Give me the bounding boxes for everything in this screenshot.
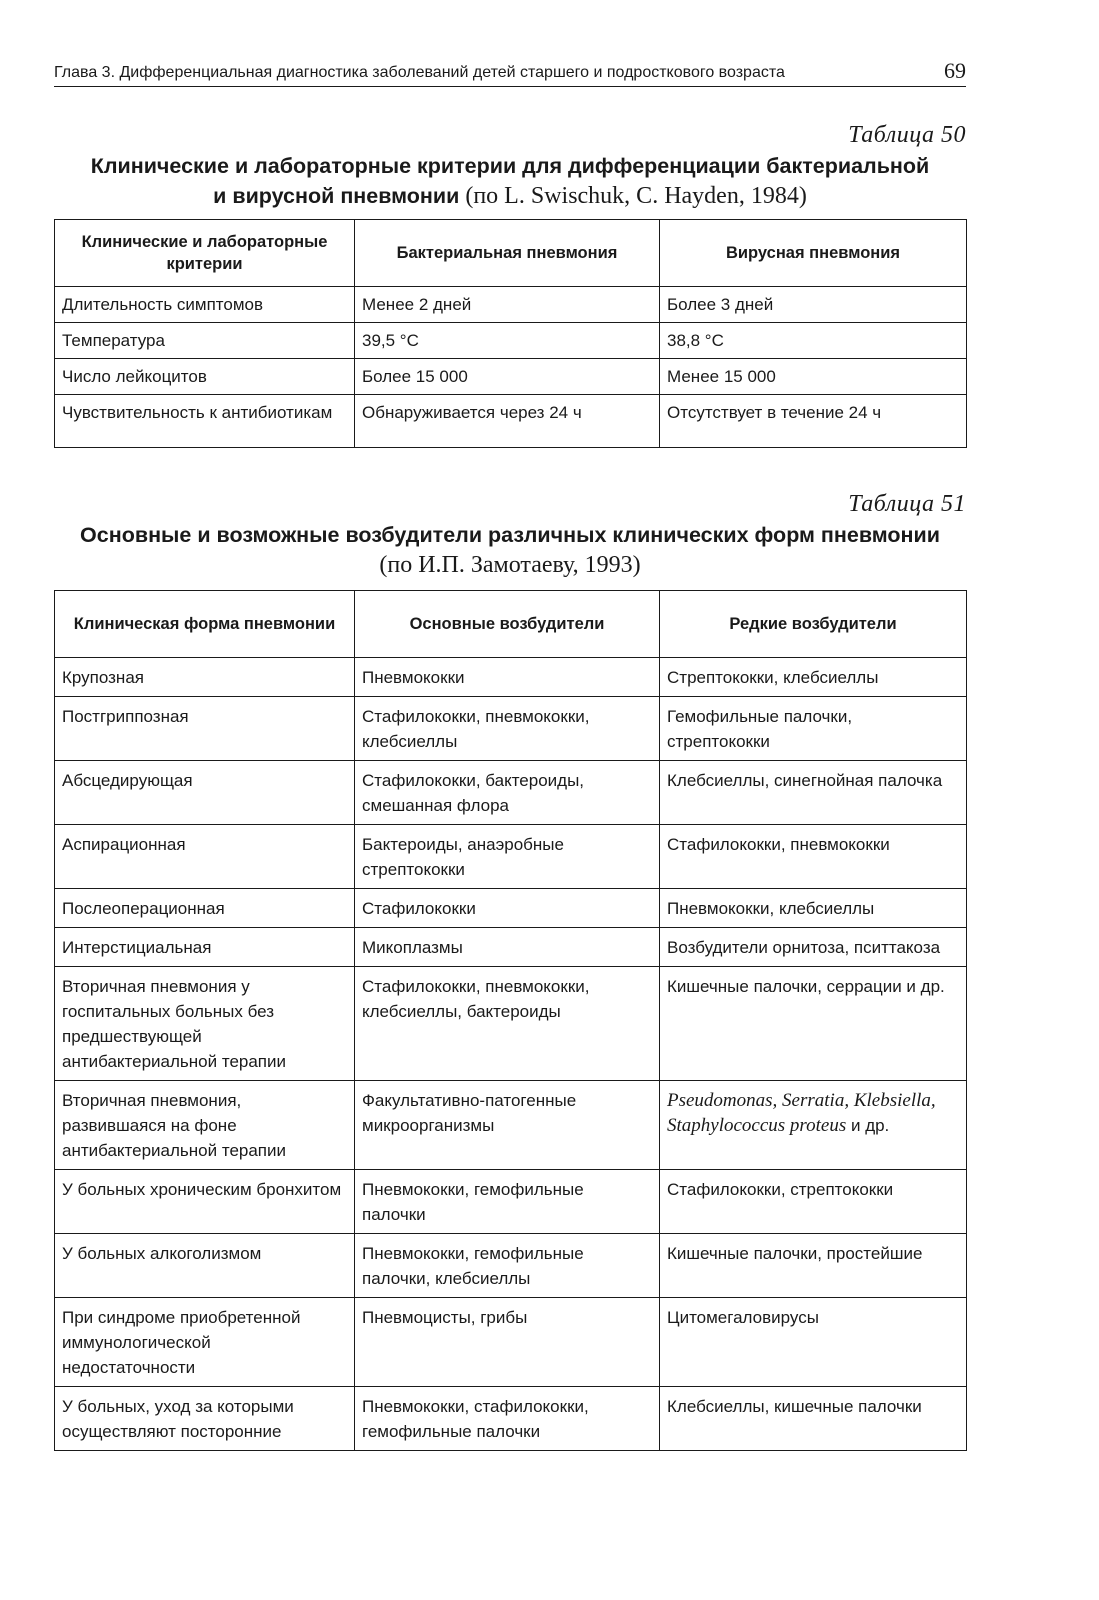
table-cell: 39,5 °С <box>355 323 660 359</box>
table-row <box>55 395 967 448</box>
table-row <box>55 1234 967 1298</box>
table51-label: Таблица 51 <box>848 491 966 517</box>
table-row <box>55 967 967 1081</box>
column-header: Клинические и лабораторные критерии <box>55 220 355 287</box>
table-row <box>55 697 967 761</box>
table50-section <box>54 121 966 448</box>
table-cell: Число лейкоцитов <box>55 359 355 395</box>
table-row <box>55 658 967 697</box>
table-cell: У больных алкоголизмом <box>55 1234 355 1298</box>
table-cell: 38,8 °С <box>660 323 967 359</box>
table50-title-line1: Клинические и лабораторные критерии для дифференциации бактериальной <box>90 154 930 178</box>
table-cell: Кишечные палочки, серрации и др. <box>660 967 967 1081</box>
table-cell: Возбудители орнитоза, пситтакоза <box>660 928 967 967</box>
table50-label: Таблица 50 <box>848 122 966 148</box>
table-row <box>55 1387 967 1451</box>
table50-source: (по L. Swischuk, C. Hayden, 1984) <box>465 183 807 209</box>
table-cell: Стафилококки, пневмококки <box>660 825 967 889</box>
column-header: Клиническая форма пневмонии <box>55 591 355 658</box>
table-row <box>55 1170 967 1234</box>
table-cell: Интерстициальная <box>55 928 355 967</box>
table-cell: Пневмококки, стафилококки, гемофильные палочки <box>355 1387 660 1451</box>
column-header: Бактериальная пневмония <box>355 220 660 287</box>
table-cell: Пневмококки <box>355 658 660 697</box>
table-cell: Аспирационная <box>55 825 355 889</box>
table-cell: Стафилококки, стрептококки <box>660 1170 967 1234</box>
italic-organisms: Pseudomonas, Serratia, Klebsiella, Staphylococcus proteus <box>667 1090 936 1136</box>
table-cell: Более 15 000 <box>355 359 660 395</box>
table-row <box>55 1081 967 1170</box>
table-row <box>55 359 967 395</box>
table-cell: Пневмоцисты, грибы <box>355 1298 660 1387</box>
table-header-row <box>55 220 967 287</box>
table-cell: Вторичная пневмония, развившаяся на фоне антибактериальной терапии <box>55 1081 355 1170</box>
table-cell: Стафилококки, пневмококки, клебсиеллы, бактероиды <box>355 967 660 1081</box>
table-cell: Стафилококки <box>355 889 660 928</box>
table51-section <box>54 490 966 1451</box>
table-cell: Пневмококки, клебсиеллы <box>660 889 967 928</box>
column-header: Основные возбудители <box>355 591 660 658</box>
table-row <box>55 825 967 889</box>
table-row <box>55 928 967 967</box>
table-row <box>55 1298 967 1387</box>
table-cell: Послеоперационная <box>55 889 355 928</box>
table-cell: Факультативно-патогенные микроорганизмы <box>355 1081 660 1170</box>
table-cell: У больных хроническим бронхитом <box>55 1170 355 1234</box>
table-cell: Стрептококки, клебсиеллы <box>660 658 967 697</box>
table-cell: Обнаруживается через 24 ч <box>355 395 660 448</box>
table-cell: Бактероиды, анаэробные стрептококки <box>355 825 660 889</box>
table-cell: Пневмококки, гемофильные палочки <box>355 1170 660 1234</box>
table-cell: Клебсиеллы, кишечные палочки <box>660 1387 967 1451</box>
table-cell: Гемофильные палочки, стрептококки <box>660 697 967 761</box>
table50-title-bold: и вирусной пневмонии <box>213 184 460 208</box>
table-row <box>55 761 967 825</box>
table-cell: Менее 15 000 <box>660 359 967 395</box>
table-cell: Постгриппозная <box>55 697 355 761</box>
table-cell: Пневмококки, гемофильные палочки, клебсиеллы <box>355 1234 660 1298</box>
table-cell: Более 3 дней <box>660 287 967 323</box>
italic-cell-suffix: и др. <box>850 1116 890 1135</box>
table-cell: Цитомегаловирусы <box>660 1298 967 1387</box>
running-header <box>54 60 966 87</box>
table-cell: Микоплазмы <box>355 928 660 967</box>
table51-source: (по И.П. Замотаеву, 1993) <box>379 552 641 578</box>
table50-title-line2 <box>54 181 966 211</box>
table-cell <box>660 1081 967 1170</box>
table-row <box>55 889 967 928</box>
page-number: 69 <box>944 58 966 83</box>
table-cell: Крупозная <box>55 658 355 697</box>
book-page <box>54 60 966 1451</box>
table-cell: При синдроме приобретенной иммунологической недостаточности <box>55 1298 355 1387</box>
table-cell: Длительность симптомов <box>55 287 355 323</box>
chapter-title: Глава 3. Дифференциальная диагностика заболеваний детей старшего и подросткового возраста <box>54 64 785 81</box>
table-cell: Температура <box>55 323 355 359</box>
table-row <box>55 323 967 359</box>
table-cell: Кишечные палочки, простейшие <box>660 1234 967 1298</box>
table-header-row <box>55 591 967 658</box>
column-header: Редкие возбудители <box>660 591 967 658</box>
table-cell: Стафилококки, бактероиды, смешанная флора <box>355 761 660 825</box>
table-cell: Чувствительность к антибиотикам <box>55 395 355 448</box>
table51 <box>54 590 967 1451</box>
table51-title-line1: Основные и возможные возбудители различных клинических форм пневмонии <box>80 523 940 547</box>
table51-title <box>54 520 966 580</box>
table-cell: Вторичная пневмония у госпитальных больных без предшествующей антибактериальной терапии <box>55 967 355 1081</box>
table-cell: Клебсиеллы, синегнойная палочка <box>660 761 967 825</box>
table-cell: Отсутствует в течение 24 ч <box>660 395 967 448</box>
table-row <box>55 287 967 323</box>
table-cell: Менее 2 дней <box>355 287 660 323</box>
table-cell: Абсцедирующая <box>55 761 355 825</box>
column-header: Вирусная пневмония <box>660 220 967 287</box>
table50 <box>54 219 967 448</box>
table-cell: Стафилококки, пневмококки, клебсиеллы <box>355 697 660 761</box>
table50-title <box>54 151 966 211</box>
table-cell: У больных, уход за которыми осуществляют посторонние <box>55 1387 355 1451</box>
